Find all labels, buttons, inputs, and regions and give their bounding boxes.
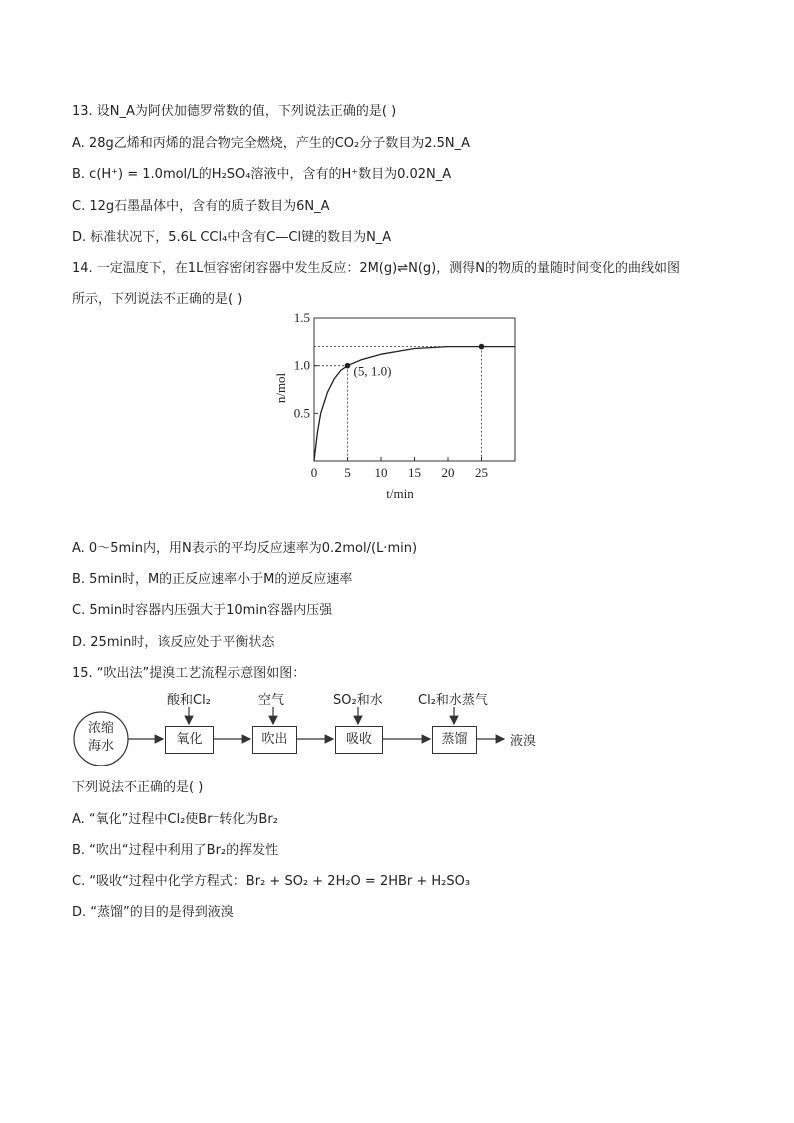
x-axis-label: t/min xyxy=(386,486,414,501)
q15-option-a: A. “氧化”过程中Cl₂使Br⁻转化为Br₂ xyxy=(72,812,278,827)
start-label-line1: 浓缩 xyxy=(87,721,114,736)
q14-stem-cont: 所示，下列说法不正确的是( ) xyxy=(72,292,243,307)
start-label-line2: 海水 xyxy=(87,739,114,754)
step-oxidize: 氧化 xyxy=(165,726,214,754)
input-air: 空气 xyxy=(258,693,285,708)
y-tick-label-2: 1.5 xyxy=(293,310,310,325)
q14-option-d: D. 25min时，该反应处于平衡状态 xyxy=(72,635,275,650)
x-tick-label-5: 25 xyxy=(475,465,488,480)
q14-option-c: C. 5min时容器内压强大于10min容器内压强 xyxy=(72,603,333,618)
end-product: 液溴 xyxy=(510,734,537,749)
input-cl2-steam: Cl₂和水蒸气 xyxy=(418,693,488,708)
q13-stem: 13. 设N_A为阿伏加德罗常数的值，下列说法正确的是( ) xyxy=(72,104,397,119)
q15-option-d: D. “蒸馏”的目的是得到液溴 xyxy=(72,905,234,920)
step-absorb: 吸收 xyxy=(335,726,383,754)
q14-stem: 14. 一定温度下，在1L恒容密闭容器中发生反应：2M(g)⇌N(g)，测得N的物质的量随时间变化的曲线如图 xyxy=(72,261,680,276)
x-tick-label-4: 20 xyxy=(441,465,455,480)
q13-option-c: C. 12g石墨晶体中，含有的质子数目为6N_A xyxy=(72,199,330,214)
q15-option-b: B. “吹出“过程中利用了Br₂的挥发性 xyxy=(72,843,279,858)
n-curve xyxy=(314,347,515,461)
q13-option-d: D. 标准状况下，5.6L CCl₄中含有C—Cl键的数目为N_A xyxy=(72,230,392,245)
input-so2-water: SO₂和水 xyxy=(333,693,383,708)
q15-option-c: C. “吸收“过程中化学方程式：Br₂ + SO₂ + 2H₂O = 2HBr + H₂SO₃ xyxy=(72,874,471,889)
q13-option-b: B. c(H⁺) = 1.0mol/L的H₂SO₄溶液中，含有的H⁺数目为0.02N_A xyxy=(72,167,452,182)
start-label xyxy=(87,720,115,756)
n-t-chart xyxy=(270,308,530,508)
y-tick-label-1: 1.0 xyxy=(293,357,310,373)
flow-diagram xyxy=(70,686,550,766)
q13-option-a: A. 28g乙烯和丙烯的混合物完全燃烧，产生的CO₂分子数目为2.5N_A xyxy=(72,136,471,151)
x-tick-label-2: 10 xyxy=(374,465,388,480)
x-tick-label-3: 15 xyxy=(408,465,421,480)
q15-stem: 15. “吹出法”提溴工艺流程示意图如图： xyxy=(72,666,306,681)
input-acid-cl2: 酸和Cl₂ xyxy=(167,693,211,708)
x-tick-label-1: 5 xyxy=(344,465,351,480)
y-axis-label: n/mol xyxy=(273,372,288,404)
step-distill: 蒸馏 xyxy=(432,726,477,754)
point-annotation: (5, 1.0) xyxy=(353,363,392,379)
marked-point-0 xyxy=(345,363,351,369)
marked-point-1 xyxy=(479,344,485,350)
step-blow-out: 吹出 xyxy=(252,726,297,754)
plot-frame xyxy=(314,318,515,461)
x-tick-label-0: 0 xyxy=(310,465,318,480)
q14-option-b: B. 5min时，M的正反应速率小于M的逆反应速率 xyxy=(72,572,353,587)
y-tick-label-0: 0.5 xyxy=(293,405,310,421)
q15-stem-cont: 下列说法不正确的是( ) xyxy=(72,780,204,795)
q14-option-a: A. 0～5min内，用N表示的平均反应速率为0.2mol/(L·min) xyxy=(72,541,418,556)
